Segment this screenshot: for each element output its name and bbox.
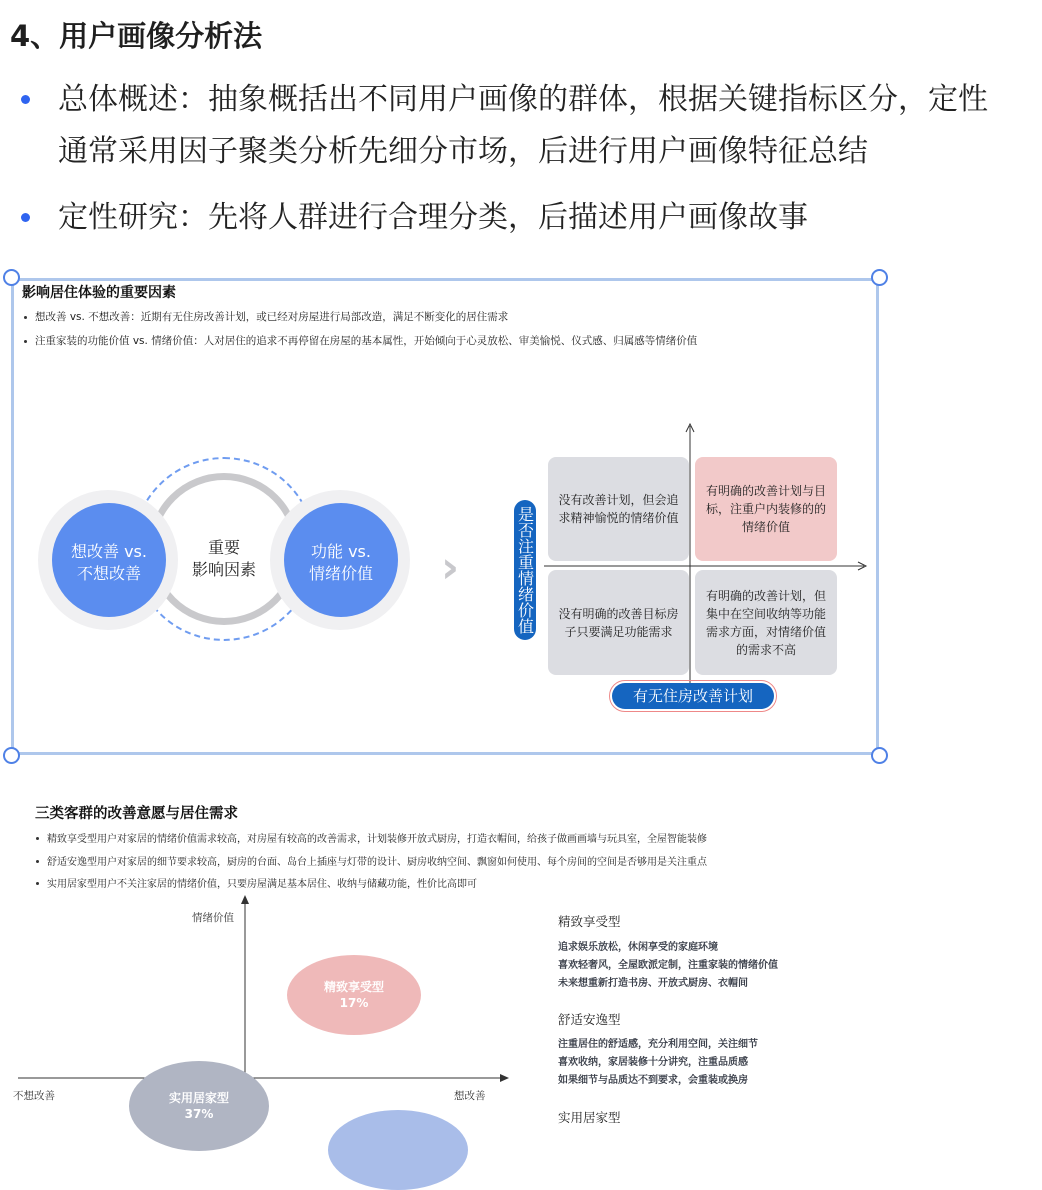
- bullet-dot: [21, 95, 30, 104]
- x-axis-left-label: 不想改善: [13, 1090, 55, 1102]
- center-label: [176, 537, 272, 581]
- desc-line: 注重居住的舒适感，充分利用空间，关注细节: [558, 1039, 758, 1050]
- segment-name: 精致享受型: [323, 980, 384, 994]
- bullet-dot: [24, 316, 27, 319]
- segment-pct: 17%: [339, 996, 369, 1010]
- bullet-1-line-1: 总体概述：抽象概括出不同用户画像的群体，根据关键指标区分，定性: [58, 82, 988, 117]
- segment-name: 实用居家型: [168, 1091, 229, 1105]
- x-axis-label[interactable]: 有无住房改善计划: [612, 683, 774, 709]
- segment-bubble-refined: [287, 955, 421, 1035]
- desc-line: 未来想重新打造书房、开放式厨房、衣帽间: [558, 978, 748, 989]
- desc-title-practical: 实用居家型: [558, 1110, 621, 1125]
- right-circle-label: [284, 541, 398, 585]
- resize-handle-bottom-right[interactable]: [871, 747, 888, 764]
- quadrant-bottom-right: 有明确的改善计划，但集中在空间收纳等功能需求方面，对情绪价值的需求不高: [695, 570, 837, 675]
- resize-handle-top-right[interactable]: [871, 269, 888, 286]
- left-circle-line-1: 想改善 vs.: [71, 542, 147, 561]
- segment-bubble-practical: [129, 1061, 269, 1151]
- slide2-point-3: 实用居家型用户不关注家居的情绪价值，只要房屋满足基本居住、收纳与储藏功能，性价比高即可: [47, 879, 477, 890]
- bullet-dot: [36, 882, 39, 885]
- slide2-title: 三类客群的改善意愿与居住需求: [35, 806, 238, 822]
- right-circle-line-1: 功能 vs.: [311, 542, 371, 561]
- x-axis-arrow: [500, 1074, 509, 1082]
- slide2-point-1: 精致享受型用户对家居的情绪价值需求较高，对房屋有较高的改善需求，计划装修开放式厨房，打造衣帽间，给孩子做画画墙与玩具室，全屋智能装修: [47, 834, 707, 845]
- segment-pct: 37%: [184, 1107, 214, 1121]
- desc-line: 喜欢轻奢风，全屋欧派定制，注重家装的情绪价值: [558, 960, 778, 971]
- slide1-point-1: 想改善 vs. 不想改善：近期有无住房改善计划，或已经对房屋进行局部改造，满足不断变化的居住需求: [35, 311, 509, 323]
- center-line-1: 重要: [207, 538, 240, 557]
- desc-line: 追求娱乐放松，休闲享受的家庭环境: [558, 942, 718, 953]
- center-line-2: 影响因素: [191, 560, 256, 579]
- desc-title-comfort: 舒适安逸型: [558, 1012, 621, 1027]
- quadrant-top-right: 有明确的改善计划与目标，注重户内装修的的情绪价值: [695, 457, 837, 561]
- x-axis-right-label: 想改善: [454, 1090, 486, 1102]
- section-heading: 4、用户画像分析法: [10, 19, 263, 53]
- bullet-dot: [36, 860, 39, 863]
- quadrant-bottom-left: 没有明确的改善目标房子只要满足功能需求: [548, 570, 689, 675]
- bullet-dot: [21, 213, 30, 222]
- quadrant-top-left: 没有改善计划，但会追求精神愉悦的情绪价值: [548, 457, 689, 561]
- bullet-dot: [36, 837, 39, 840]
- slide1-title: 影响居住体验的重要因素: [22, 285, 176, 301]
- desc-line: 如果细节与品质达不到要求，会重装或换房: [558, 1075, 748, 1086]
- slide2-point-2: 舒适安逸型用户对家居的细节要求较高，厨房的台面、岛台上插座与灯带的设计、厨房收纳空间、飘窗如何使用、每个房间的空间是否够用是关注重点: [47, 857, 707, 868]
- bullet-1-line-2: 通常采用因子聚类分析先细分市场，后进行用户画像特征总结: [58, 134, 868, 169]
- segment-bubble-comfort: [328, 1110, 468, 1190]
- left-circle-line-2: 不想改善: [76, 564, 141, 583]
- resize-handle-bottom-left[interactable]: [3, 747, 20, 764]
- bullet-2: 定性研究：先将人群进行合理分类，后描述用户画像故事: [58, 200, 808, 235]
- desc-line: 喜欢收纳，家居装修十分讲究，注重品质感: [558, 1057, 748, 1068]
- resize-handle-top-left[interactable]: [3, 269, 20, 286]
- slide1-point-2: 注重家装的功能价值 vs. 情绪价值：人对居住的追求不再停留在房屋的基本属性，开始倾向于心灵放松、审美愉悦、仪式感、归属感等情绪价值: [35, 335, 698, 347]
- y-axis-title: 情绪价值: [192, 912, 234, 924]
- left-circle-label: [52, 541, 166, 585]
- bullet-dot: [24, 340, 27, 343]
- chevron-right-icon: ›: [441, 542, 460, 593]
- desc-title-refined: 精致享受型: [558, 914, 621, 929]
- y-axis-arrow: [241, 895, 249, 904]
- y-axis-label: 是否注重情绪价值: [514, 500, 536, 640]
- right-circle-line-2: 情绪价值: [308, 564, 373, 583]
